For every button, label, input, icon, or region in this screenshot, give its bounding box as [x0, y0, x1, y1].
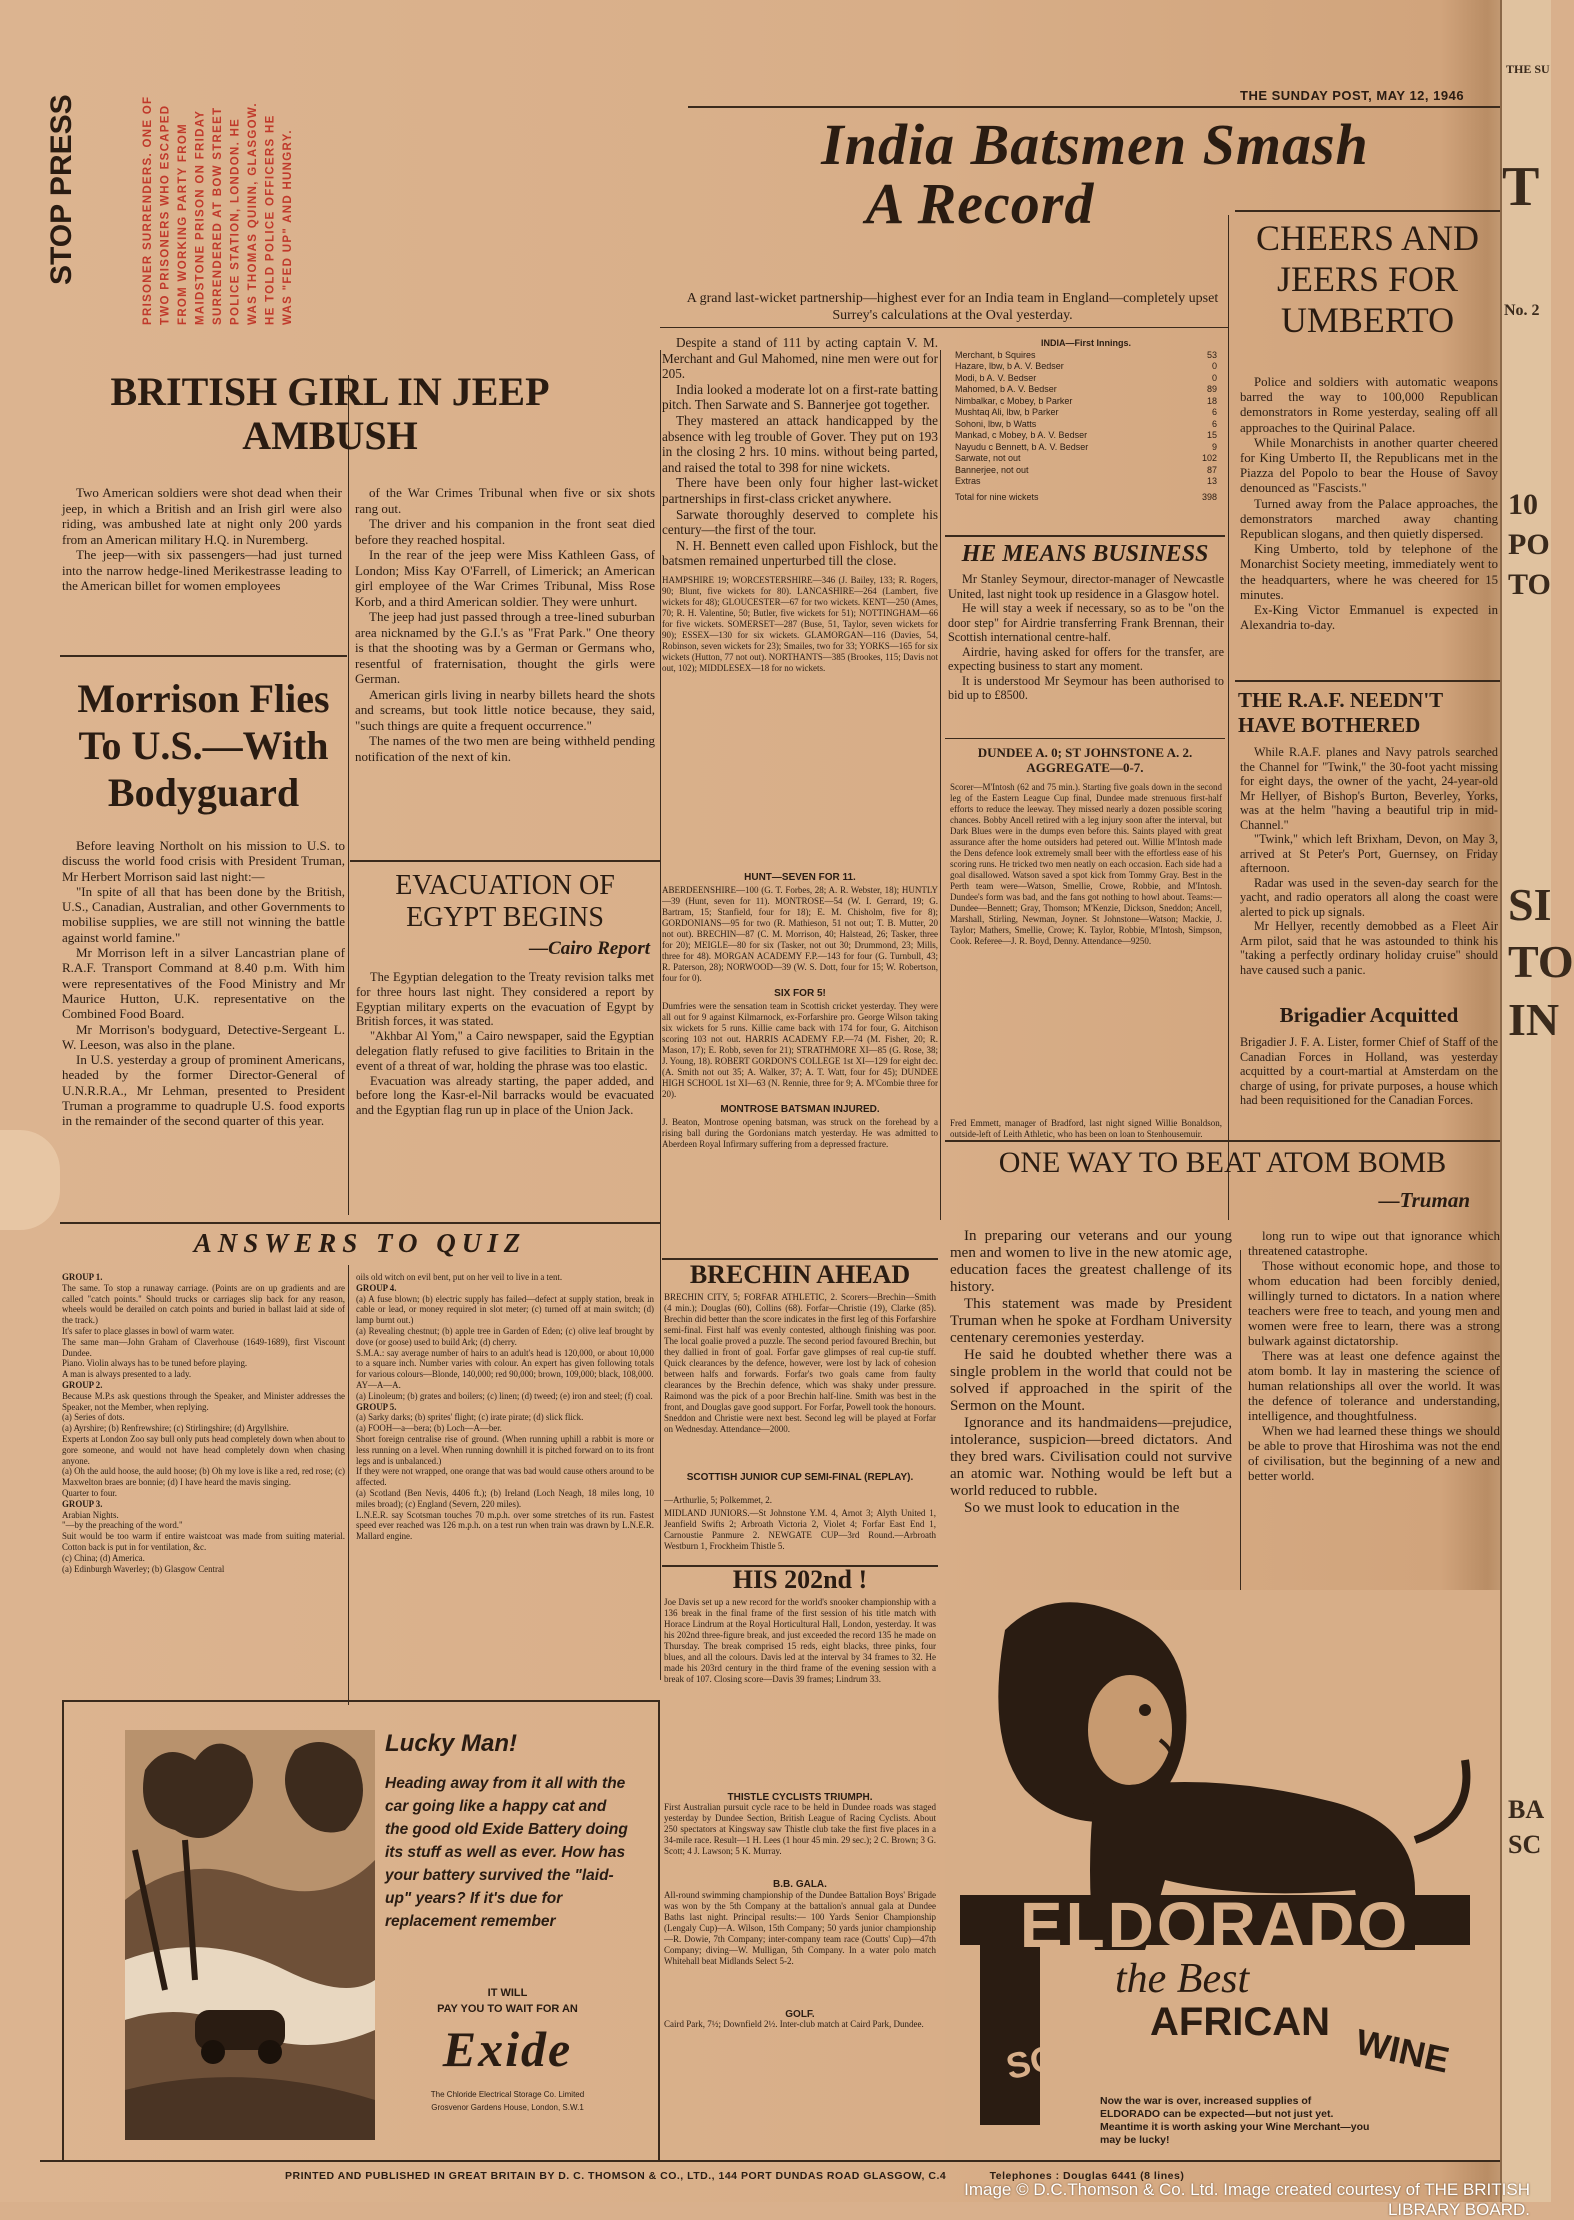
scorecard-row — [955, 465, 1217, 477]
quiz-line: (a) Oh the auld hoose, the auld hoose; (b) Oh my love is like a red, red rose; (c) Maxwelton braes are bonnie; (d) I have heard the mavis singing. — [62, 1466, 345, 1488]
stop-press-label: STOP PRESS — [45, 94, 78, 286]
scorecard-runs: 13 — [1206, 476, 1217, 486]
hunt-body: ABERDEENSHIRE—100 (G. T. Forbes, 28; A. R. Webster, 18); HUNTLY—39 (Hunt, seven for 11). MONTROSE—54 (W. I. Gerrard, 19; G. Bartram, 15; Stanfield, four for 18); E. M. Chisholm, five for 8); GORDONIANS—95 for two (R. Mathieson, 51 not out; T. B. Mutter, 20 not out). BRECHIN—87 (C. M. Morrison, 40; Halstead, 26; Tasker, three for 20); MEIGLE—80 for six (Tasker, not out 30; Drummond, 23; Mills, three for 48). MORGAN ACADEMY F.P.—143 for four (G. Turnbull, 43; R. Paterson, 28); NORWOOD—39 (W. S. Dott, four for 15; W. Robertson, four for 0). — [662, 885, 938, 983]
scorecard-runs: 6 — [1211, 418, 1217, 429]
brigadier-body: Brigadier J. F. A. Lister, former Chief of Staff of the Canadian Forces in Holland, was yesterday acquitted by a court-martial at Amsterdam on the charge of using, for private purposes, a house which had been requisitioned for the Canadian Forces. — [1240, 1035, 1498, 1107]
atom-paragraph: There was at least one defence against the atom bomb. It lay in mastering the science of human relationships all over the world. It was the defence of tolerance and understanding, intelligence, and thoughtfulness. — [1248, 1348, 1500, 1423]
atom-paragraph: Those without economic hope, and those to whom education had been forcibly denied, willingly turned to dictators. In a nation where teachers were free to teach, and young men and women were free to learn, there was a strong bulwark against dictatorship. — [1248, 1258, 1500, 1348]
exide-company: The Chloride Electrical Storage Co. Limited — [430, 2090, 585, 2099]
quiz-line: (a) FOOH—a—bera; (b) Loch—A—ber. — [356, 1423, 502, 1434]
next-page-fragment: PO — [1508, 528, 1550, 561]
eldorado-wine: WINE — [1352, 2020, 1453, 2081]
eldorado-tagline: the Best — [1115, 1956, 1250, 2002]
scorecard-batsman: Extras — [955, 476, 981, 486]
quiz-line: (a) Ayrshire; (b) Renfrewshire; (c) Stirlingshire; (d) Argyllshire. — [62, 1423, 289, 1434]
jeep-headline: BRITISH GIRL IN JEEP AMBUSH — [110, 369, 550, 458]
torn-paper-patch — [0, 1130, 60, 1230]
column-rule — [1240, 1250, 1241, 1630]
quiz-rule — [60, 1222, 660, 1224]
exide-it-will: IT WILL — [487, 1987, 528, 1999]
six-body: Dumfries were the sensation team in Scottish cricket yesterday. They were all out for 9 against Kilmarnock, ex-Forfarshire pro. George Wilson taking six wickets for 5 runs. Killie came back with 174 for four, G. Aitchison scoring 103 not out. HARRIS ACADEMY F.P.—74 (M. Fisher, 20; R. Mason, 17); E. Robb, seven for 21); STRATHMORE XI—85 (G. Rose, 38; J. Young, 18). ROBERT GORDON'S COLLEGE 1st XI—129 for eight dec. (A. Smith not out 35; A. Walker, 37; A. T. Watt, four for 45); DUNDEE HIGH SCHOOL 1st XI—63 (N. Rennie, three for 9; A. M'Combie three for 20). — [662, 1001, 938, 1099]
umberto-paragraph: Ex-King Victor Emmanuel is expected in Alexandria to-day. — [1240, 603, 1498, 633]
raf-headline: THE R.A.F. NEEDN'T HAVE BOTHERED — [1238, 688, 1443, 737]
egypt-paragraph: The Egyptian delegation to the Treaty revision talks met for three hours last night. They considered a report by Egyptian military experts on the evacuation of Egypt by British forces, it was stated. — [356, 970, 654, 1029]
brechin-headline: BRECHIN AHEAD — [662, 1258, 938, 1289]
county-results: HAMPSHIRE 19; WORCESTERSHIRE—346 (J. Bailey, 133; R. Rogers, 90; Blunt, five wickets for 80). LANCASHIRE—264 (Lambert, five wickets for 48); GLOUCESTER—67 for two wickets. KENT—250 (Ames, 70; R. H. Valentine, 50; Butler, five wickets for 51); NOTTINGHAM—66 for five wickets. SOMERSET—287 (Buse, 51, Taylor, seven wickets for 90); ESSEX—130 for six wickets. GLAMORGAN—116 (Davies, 54, Robinson, seven wickets for 23); Smailes, two for 33; YORKS—165 for six wickets (Hutton, 77 not out). NORTHANTS—385 (Brookes, 115; Davis not out, 102); MIDDLESEX—18 for no wickets. — [662, 574, 938, 673]
scorecard-total — [955, 492, 1217, 504]
scorecard-row — [955, 476, 1217, 488]
jeep-paragraph: The jeep—with six passengers—had just turned into the narrow hedge-lined Merikestrasse leading to the American billet for women employees — [62, 547, 342, 593]
exide-pay: PAY YOU TO WAIT FOR AN — [437, 2003, 578, 2015]
scorecard-runs: 0 — [1211, 372, 1217, 383]
atom-paragraph: This statement was made by President Truman when he spoke at Fordham University centenary ceremonies yesterday. — [950, 1296, 1232, 1346]
stop-press-body: ONE OF TWO PRISONERS WHO ESCAPED FROM WORKING PARTY FROM MAIDSTONE PRISON ON FRIDAY SURRENDERED AT BOW STREET POLICE STATION, LONDON. HE WAS THOMAS QUINN, GLASGOW. HE TOLD POLICE OFFICERS HE WAS "FED UP" AND HUNGRY. — [142, 95, 294, 325]
raf-paragraph: Mr Hellyer, recently demobbed as a Fleet Air Arm pilot, said that he was astounded to think his "taking a perfectly ordinary holiday cruise" should have caused such a panic. — [1240, 919, 1498, 977]
scorecard-batsman: Sarwate, not out — [955, 453, 1021, 463]
next-page-fragment: SI — [1508, 879, 1552, 930]
dundee-body: Scorer—M'Intosh (62 and 75 min.). Starting five goals down in the second leg of the Eastern League Cup final, Dundee made strenuous first-half efforts to reduce the leeway. They missed nearly a dozen possible scoring chances. Bobby Ancell retired with a leg injury soon after the interval, but Dark Blues were in the dumps even before this. Saints played with great assurance after the home outsiders had petered out. Willie M'Intosh made the Dens defence look extremely small beer with the effortless ease of his scoring runs. He tricked two men neatly on each occasion. Each side had a goal disallowed. Watson saved a spot kick from Tommy Gray. Best in the Perth team were—Watson, Smellie, Crowe, Robbie, and M'Intosh. Dundee's form was bad, and the fans got nothing to howl about. Teams:—Dundee—Bennett; Gray, Thomson; M'Kenzie, Dickson, Sneddon; Ancell, Marshall, Stirling, Newman, Joyner. St Johnstone—Watson; Mackie, J. Taylor; Mathers, Smellie, Crowe; K. Taylor, Robbie, M'Intosh, Simpson, Cook. Referee—J. R. Boyd, Denny. Attendance—9250. — [950, 782, 1222, 946]
next-page-fragment: TO — [1508, 936, 1574, 987]
jeep-col1 — [62, 485, 342, 594]
hunt-headline: HUNT—SEVEN FOR 11. — [744, 872, 856, 883]
india-rule — [660, 327, 1228, 328]
umberto-paragraph: Turned away from the Palace approaches, the demonstrators marched away chanting Republican slogans, and then quietly dispersed. — [1240, 496, 1498, 542]
image-credit: Image © D.C.Thomson & Co. Ltd. Image created courtesy of THE BRITISH LIBRARY BOARD. — [964, 2180, 1530, 2219]
umberto-headline: CHEERS AND JEERS FOR UMBERTO — [1255, 218, 1480, 340]
quiz-line: The same man—John Graham of Claverhouse (1649-1689), first Viscount Dundee. — [62, 1336, 345, 1358]
business-rule — [945, 738, 1225, 739]
atom-paragraph: When we had learned these things we should be able to prove that Hiroshima was not the end of civilisation, but the beginning of a new and better world. — [1248, 1423, 1500, 1483]
jeep-paragraph: The names of the two men are being withheld pending notification of the next of kin. — [355, 733, 655, 764]
scorecard-runs: 9 — [1211, 441, 1217, 452]
eldorado-brand: ELDORADO — [1019, 1889, 1411, 1961]
scorecard-runs: 89 — [1206, 384, 1217, 394]
morrison-body — [62, 838, 345, 1129]
thistle-headline: THISTLE CYCLISTS TRIUMPH. — [727, 1792, 873, 1803]
scorecard-row — [955, 373, 1217, 385]
footer-rule — [40, 2160, 1500, 2162]
scorecard-rule — [945, 535, 1225, 537]
umberto-paragraph: King Umberto, told by telephone of the Monarchist Society meeting, immediately went to the headquarters, where he was cheered for 15 minutes. — [1240, 542, 1498, 602]
jeep-paragraph: In the rear of the jeep were Miss Kathleen Gass, of London; Miss Kay O'Farrell, of Limerick; an American girl employee of the War Crimes Tribunal, Miss Rose Korb, and a third American soldier. They were unhurt. — [355, 547, 655, 609]
scorecard-total-label: Total for nine wickets — [955, 491, 1039, 502]
quiz-line: Because M.P.s ask questions through the Speaker, and Minister addresses the Speaker, not the Member, when replying. — [62, 1390, 345, 1412]
raf-paragraph: While R.A.F. planes and Navy patrols searched the Channel for "Twink," the 30-foot yacht missing for eight days, the owner of the yacht, 24-year-old Mr Hellyer, of Bishop's Burton, Beverley, Yorks, was at the helm "having a beautiful trip in mid-Channel." — [1240, 745, 1498, 832]
quiz-line: (a) Scotland (Ben Nevis, 4406 ft.); (b) Ireland (Loch Neagh, 18 miles long, 10 miles broad); (c) England (Severn, 220 miles). — [356, 1487, 654, 1509]
atom-rule — [945, 1140, 1500, 1142]
quiz-line: If they were not wrapped, one orange that was bad would cause others around to be affected. — [356, 1466, 654, 1488]
thistle-body: First Australian pursuit cycle race to be held in Dundee roads was staged yesterday by Dundee Section, British League of Racing Cyclists. About 250 spectators at Kingsway saw Thistle club take the first five places in a 34-mile race. Result—1 H. Lees (1 hour 45 min. 29 sec.); 2 C. Brown; 3 G. Scott; 4 J. Lawson; 5 K. Murray. — [664, 1802, 936, 1856]
column-rule — [1228, 215, 1229, 1220]
quiz-line: It's safer to place glasses in bowl of warm water. — [62, 1325, 235, 1336]
morrison-paragraph: Mr Morrison's bodyguard, Detective-Sergeant L. W. Leeson, was also in the plane. — [62, 1021, 345, 1052]
scorecard-runs: 0 — [1211, 361, 1217, 371]
quiz-line: A man is always presented to a lady. — [62, 1369, 192, 1380]
montrose-headline: MONTROSE BATSMAN INJURED. — [720, 1104, 880, 1115]
india-paragraph: Sarwate thoroughly deserved to complete his century—the first of the tour. — [662, 506, 938, 538]
quiz-col2 — [356, 1272, 654, 1542]
egypt-byline: —Cairo Report — [529, 938, 650, 959]
quiz-line: Experts at London Zoo say bull only puts head completely down when about to gore someone, and would not have head completely down when chasing anyone. — [62, 1433, 345, 1466]
scorecard-runs: 53 — [1206, 349, 1217, 360]
golf-headline: GOLF. — [785, 2009, 815, 2020]
business-body — [948, 572, 1224, 703]
dundee-headline: DUNDEE A. 0; ST JOHNSTONE A. 2. AGGREGATE—0-7. — [977, 745, 1193, 775]
scorecard-batsman: Nimbalkar, c Mobey, b Parker — [955, 395, 1073, 406]
morrison-paragraph: Before leaving Northolt on his mission to U.S. to discuss the world food crisis with President Truman, Mr Herbert Morrison said last night:— — [62, 838, 345, 884]
quiz-line: AY—A—A. — [356, 1379, 401, 1390]
business-paragraph: Mr Stanley Seymour, director-manager of Newcastle United, last night took up residence in a Glasgow hotel. — [948, 572, 1224, 601]
egypt-paragraph: Evacuation was already starting, the paper added, and before long the Kasr-el-Nil barracks would be evacuated and the Egyptian flag run up in place of the Union Jack. — [356, 1073, 654, 1118]
raf-rule — [1235, 680, 1500, 682]
brechin-body: BRECHIN CITY, 5; FORFAR ATHLETIC, 2. Scorers—Brechin—Smith (4 min.); Douglas (60), Collins (68). Forfar—Christie (19), Clarke (85). Brechin did better than the score indicates in the first leg of this Forfarshire semi-final. First half was evenly contested, although finishing was poor. The local goalie proved a puzzle. The second period favoured Brechin, but they dallied in front of goal. Forfar gave glimpses of real cup-tie stuff. Quick clearances by the defence, however, were lost by lack of cohesion between halfs and forwards. Forfar's two goals came from faulty clearances by the Brechin defence, which was shaky under pressure. Raimond was the pick of a poor Brechin half-line. Smith was best in the front, and Douglas gave good support. For Forfar, Powell took the honours. Sneddon and Christie were next best. Second leg will be played at Forfar on Wednesday. Attendance—2000. — [664, 1292, 936, 1434]
quiz-line: L.N.E.R. say Scotsman touches 70 m.p.h. over some stretches of its run. Fastest speed ever reached was 126 m.p.h. on a test run when train was drawn by L.N.E.R. Mallard engine. — [356, 1509, 654, 1542]
emmett-note: Fred Emmett, manager of Bradford, last night signed Willie Bonaldson, outside-left of Leith Athletic, who has been on loan to Stenhousemuir. — [950, 1118, 1222, 1139]
raf-paragraph: Radar was used in the seven-day search for the yacht, and radio operators all along the coast were alerted to pick up signals. — [1240, 875, 1498, 919]
quiz-line: Piano. Violin always has to be tuned before playing. — [62, 1358, 248, 1369]
scorecard-rows — [955, 350, 1217, 488]
quiz-col1 — [62, 1272, 345, 1574]
masthead-date: THE SUNDAY POST, MAY 12, 1946 — [1240, 88, 1465, 103]
india-headline-line-2: A Record — [865, 171, 1095, 237]
atom-paragraph: So we must look to education in the — [964, 1500, 1180, 1516]
quiz-line: (a) Series of dots. — [62, 1412, 125, 1423]
eldorado-advert — [945, 1590, 1500, 2160]
exide-title: Lucky Man! — [385, 1730, 518, 1757]
india-paragraph: There have been only four higher last-wicket partnerships in first-class cricket anywhere. — [662, 475, 938, 506]
column-rule — [660, 350, 661, 1680]
jeep-paragraph: Two American soldiers were shot dead when their jeep, in which a British and an Irish girl were also riding, was ambushed late at night only 200 yards from an American military H.Q. in Nuremberg. — [62, 485, 342, 547]
golf-body: Caird Park, 7½; Downfield 2½. Inter-club match at Caird Park, Dundee. — [664, 2019, 924, 2029]
scorecard-title: INDIA—First Innings. — [1041, 338, 1131, 348]
quiz-line: Quarter to four. — [62, 1487, 117, 1498]
atom-col1 — [950, 1228, 1232, 1517]
jeep-paragraph: American girls living in nearby billets heard the shots and screams, but took little notice because, they said, "such things are quite a frequent occurrence." — [355, 686, 655, 733]
india-paragraph: They mastered an attack handicapped by the absence with leg trouble of Gover. They put on 193 in the closing 2 hrs. 10 mins. without being parted, and raised the total to 398 for nine wickets. — [662, 412, 938, 475]
quiz-line: (a) Edinburgh Waverley; (b) Glasgow Central — [62, 1563, 225, 1574]
scorecard-batsman: Sohoni, lbw, b Watts — [955, 418, 1037, 429]
scorecard-batsman: Bannerjee, not out — [955, 464, 1029, 475]
next-page-edge — [1500, 0, 1574, 2202]
quiz-line: oils old witch on evil bent, put on her veil to live in a tent. — [356, 1272, 563, 1282]
his202-body: Joe Davis set up a new record for the world's snooker championship with a 136 break in the final frame of the first session of his title match with Horace Lindrum at the Royal Horticultural Hall, London, yesterday. It was his 202nd three-figure break, and just exceeded the record 135 he made on Thursday. The break comprised 15 reds, eight blacks, three pinks, four blues, and all the colours. Davis led at the interval by 34 frames to 32. He made his 203rd century in the third frame of the evening session with a break of 107. Closing score—Davis 39 frames; Lindrum 33. — [664, 1597, 936, 1684]
scorecard-total-runs: 398 — [1201, 491, 1217, 502]
exide-scene-svg — [125, 1730, 375, 2140]
scorecard-runs: 18 — [1206, 395, 1217, 406]
egypt-headline: EVACUATION OF EGYPT BEGINS — [395, 870, 615, 933]
morrison-paragraph: In U.S. yesterday a group of prominent Americans, headed by the former Director-General of U.N.R.R.A., Mr Lehman, presented to President Truman a programme to quadruple U.S. food exports in the remainder of the second quarter of this year. — [62, 1052, 345, 1129]
stop-press-title: PRISONER SURRENDERS. — [142, 152, 154, 325]
exide-illustration — [125, 1730, 375, 2140]
atom-col2 — [1248, 1228, 1500, 1483]
junior-body: —Arthurlie, 5; Polkemmet, 2. — [664, 1495, 772, 1505]
sports-column — [662, 868, 938, 1150]
egypt-paragraph: "Akhbar Al Yom," a Cairo newspaper, said the Egyptian delegation flatly refused to give facilities to Britain in the event of a threat of war, holding the phrase was too elastic. — [356, 1029, 654, 1073]
scorecard-row — [955, 350, 1217, 362]
scorecard-runs: 102 — [1201, 453, 1217, 463]
business-paragraph: He will stay a week if necessary, so as to be "on the door step" for Airdrie transferring Frank Brennan, their Scottish international centre-half. — [948, 601, 1224, 644]
column-rule — [348, 375, 349, 1215]
scorecard-batsman: Merchant, b Squires — [955, 349, 1036, 360]
quiz-line: GROUP 1. — [62, 1272, 103, 1282]
india-paragraph: Despite a stand of 111 by acting captain V. M. Merchant and Gul Mahomed, nine men were out for 205. — [662, 335, 938, 382]
india-paragraph: India looked a moderate lot on a first-rate batting pitch. Then Sarwate and S. Bannerjee got together. — [662, 381, 938, 413]
quiz-line: GROUP 2. — [62, 1379, 103, 1390]
scorecard-row — [955, 361, 1217, 373]
umberto-paragraph: Police and soldiers with automatic weapons barred the way to 100,000 Republican demonstrators in Rome yesterday, sealing off all approaches to the Quirinal Palace. — [1240, 375, 1498, 435]
quiz-line: Arabian Nights. — [62, 1509, 119, 1520]
quiz-headline: ANSWERS TO QUIZ — [193, 1228, 527, 1258]
atom-paragraph: long run to wipe out that ignorance which threatened catastrophe. — [1248, 1228, 1500, 1258]
scorecard-row — [955, 419, 1217, 431]
next-page-fragment: BA — [1508, 1795, 1545, 1824]
jeep-paragraph: The jeep had just passed through a tree-lined suburban area nicknamed by the G.I.'s as "Frat Park." One theory is that the shooting was by a German or Germans who, resentful of fraternisation, thought the girls were German. — [355, 609, 655, 686]
quiz-line: (a) Revealing chestnut; (b) apple tree in Garden of Eden; (c) olive leaf brought by dove (or goose) used to build Ark; (d) cherry. — [356, 1325, 654, 1347]
business-paragraph: It is understood Mr Seymour has been authorised to bid up to £8500. — [948, 673, 1224, 702]
umberto-paragraph: While Monarchists in another quarter cheered for King Umberto II, the Republicans met in the Piazza del Popolo to bear the House of Savoy denounced as "Fascists." — [1240, 435, 1498, 496]
six-headline: SIX FOR 5! — [774, 988, 826, 999]
scorecard-runs: 6 — [1211, 407, 1217, 417]
umberto-body — [1240, 375, 1498, 633]
egypt-body — [356, 970, 654, 1118]
quiz-line: GROUP 5. — [356, 1401, 397, 1412]
junior-headline: SCOTTISH JUNIOR CUP SEMI-FINAL (REPLAY). — [686, 1472, 914, 1483]
quiz-line: S.M.A.: say average number of hairs to an adult's head is 120,000, or about 10,000 to a square inch. Number varies with colour. An expert has given following totals for various colours—Blonde, 140,000; red 90,000; brown, 109,000; black, 108,000. — [356, 1347, 654, 1380]
quiz-line: Short foreign centralise rise of ground. (When running uphill a rabbit is more or less running on a level. When running downhill it is pitched forward on to its front legs and is unbalanced.) — [356, 1433, 654, 1466]
india-headline-line-1: India Batsmen Smash — [821, 112, 1369, 177]
raf-body — [1240, 745, 1498, 977]
exide-copy: Heading away from it all with the car going like a happy cat and the good old Exide Battery doing its stuff as well as ever. How has your battery survived the "laid-up" years? If it's due for replacement remember — [385, 1775, 628, 1930]
egypt-rule — [350, 860, 660, 862]
morrison-paragraph: "In spite of all that has been done by the British, U.S., Canadian, Australian, and other Governments to mobilise supplies, we are still not winning the battle against world famine." — [62, 883, 345, 945]
india-paragraph: N. H. Bennett even called upon Fishlock, but the batsmen remained unperturbed till the close. — [662, 537, 938, 569]
india-body — [662, 335, 938, 674]
masthead-rule — [688, 106, 1500, 108]
footer-printer: PRINTED AND PUBLISHED IN GREAT BRITAIN BY D. C. THOMSON & CO., LTD., 144 PORT DUNDAS ROAD GLASGOW, C.4 — [285, 2170, 947, 2182]
exide-logo: Exide — [442, 2021, 573, 2077]
scorecard-row — [955, 384, 1217, 396]
scorecard-row — [955, 396, 1217, 408]
eldorado-copy: Now the war is over, increased supplies of ELDORADO can be expected—but not just yet. Meantime it is worth asking your Wine Merchant—you may be lucky! — [1100, 2095, 1370, 2146]
scorecard-row — [955, 442, 1217, 454]
scorecard-batsman: Mushtaq Ali, lbw, b Parker — [955, 407, 1059, 417]
column-rule — [940, 350, 941, 1220]
india-standfirst: A grand last-wicket partnership—highest ever for an India team in England—completely upset Surrey's calculations at the Oval yesterday. — [686, 291, 1219, 323]
quiz-line: "—by the preaching of the word." — [62, 1520, 183, 1531]
next-page-fragment: 10 — [1508, 488, 1538, 521]
column-rule — [348, 1265, 349, 1705]
quiz-line: GROUP 4. — [356, 1282, 397, 1293]
india-scorecard — [955, 338, 1217, 503]
atom-paragraph: Ignorance and its handmaidens—prejudice, intolerance, suspicion—breed dictators. And they bred wars. Civilisation could not survive an atomic war. Nothing would be left but a world reduced to rubble. — [950, 1415, 1232, 1499]
next-page-fragment: IN — [1508, 994, 1560, 1045]
scorecard-row — [955, 407, 1217, 419]
exide-address: Grosvenor Gardens House, London, S.W.1 — [431, 2103, 584, 2112]
jeep-paragraph: The driver and his companion in the front seat died before they reached hospital. — [355, 516, 655, 547]
quiz-line: GROUP 3. — [62, 1498, 103, 1509]
quiz-line: (a) A fuse blown; (b) electric supply has failed—defect at supply station, break in cable or lead, or money required in slot meter; (c) turned off at main switch; (d) lamp burnt out.) — [356, 1293, 654, 1326]
scorecard-runs: 15 — [1206, 430, 1217, 440]
scorecard-batsman: Hazare, lbw, b A. V. Bedser — [955, 361, 1064, 371]
morrison-headline: Morrison Flies To U.S.—With Bodyguard — [77, 676, 330, 815]
his202-headline: HIS 202nd ! — [662, 1565, 938, 1594]
next-page-fragment: T — [1502, 156, 1540, 218]
jeep-col2 — [355, 485, 655, 764]
scorecard-row — [955, 430, 1217, 442]
scorecard-batsman: Mahomed, b A. V. Bedser — [955, 384, 1057, 394]
india-headline — [695, 112, 1495, 237]
stop-press-box — [45, 90, 365, 325]
raf-paragraph: "Twink," which left Brixham, Devon, on May 3, arrived at St Peter's Port, Guernsey, on Friday afternoon. — [1240, 832, 1498, 875]
quiz-line: The same. To stop a runaway carriage. (Points are on up gradients and are called "catch points." Should trucks or carriages slip back for any reason, wheels would be derailed on catch points and buried in ballast laid at side of the track.) — [62, 1282, 345, 1326]
brigadier-headline: Brigadier Acquitted — [1279, 1003, 1459, 1027]
scorecard-runs: 87 — [1206, 464, 1217, 475]
midland-body: MIDLAND JUNIORS.—St Johnstone Y.M. 4, Arnot 3; Alyth United 1, Jeanfield Swifts 2; Arbroath Victoria 2, Violet 4; Forfar East End 1, Carnoustie Panmure 2. NEWGATE CUP—3rd Round.—Arbroath Westburn 1, Frockheim Thistle 5. — [664, 1508, 936, 1551]
atom-headline: ONE WAY TO BEAT ATOM BOMB — [998, 1146, 1447, 1179]
next-page-fragment: THE SU — [1506, 62, 1550, 76]
montrose-body: J. Beaton, Montrose opening batsman, was struck on the forehead by a rising ball during the Gordonians match yesterday. He was admitted to Aberdeen Royal Infirmary suffering from a depressed fracture. — [662, 1117, 938, 1149]
eldorado-south: SOUTH — [1002, 2020, 1135, 2088]
scorecard-batsman: Mankad, c Mobey, b A. V. Bedser — [955, 430, 1088, 440]
atom-paragraph: He said he doubted whether there was a single problem in the world that could not be solved if approached in the spirit of the Sermon on the Mount. — [950, 1347, 1232, 1414]
quiz-line: (a) Linoleum; (b) grates and boilers; (c) linen; (d) tweed; (e) iron and steel; (f) coal. — [356, 1390, 653, 1401]
next-page-fragment: TO — [1508, 568, 1551, 601]
scorecard-row — [955, 453, 1217, 465]
bb-body: All-round swimming championship of the Dundee Battalion Boys' Brigade was won by the 5th Company at the battalion's annual gala at Dundee Baths last night. Principal results:— 100 Yards Senior Championship (Lengaly Cup)—A. Wilson, 15th Company; 50 yards junior championship—R. Dowie, 7th Company; inter-company team race (Coutts' Cup)—47th Company; diving—W. Mulligan, 5th Company. In a water polo match Whitehall beat Midlands Select 5-2. — [664, 1890, 936, 1966]
bb-headline: B.B. GALA. — [773, 1879, 827, 1890]
scorecard-batsman: Modi, b A. V. Bedser — [955, 372, 1037, 383]
quiz-line: (c) China; (d) America. — [62, 1552, 145, 1563]
scorecard-batsman: Nayudu c Bennett, b A. V. Bedser — [955, 441, 1089, 452]
atom-paragraph: In preparing our veterans and our young men and women to live in the new atomic age, education faces the greatest challenge of its history. — [950, 1228, 1232, 1295]
umberto-box — [1235, 210, 1500, 212]
eldorado-african: AFRICAN — [1150, 2000, 1330, 2044]
quiz-line: Suit would be too warm if entire waistcoat was made from suiting material. Cotton back is put in for ventilation, &c. — [62, 1531, 345, 1552]
quiz-line: (a) Sarky darks; (b) sprites' flight; (c) irate pirate; (d) slick flick. — [356, 1412, 584, 1423]
business-paragraph: Airdrie, having asked for offers for the transfer, are expecting business to start any moment. — [948, 644, 1224, 673]
business-headline: HE MEANS BUSINESS — [961, 541, 1209, 567]
footer-telephone: Telephones : Douglas 6441 (8 lines) — [989, 2170, 1185, 2182]
next-page-fragment: SC — [1508, 1830, 1542, 1859]
stop-press-text — [140, 90, 370, 325]
atom-byline: —Truman — [1378, 1188, 1470, 1212]
jeep-paragraph: of the War Crimes Tribunal when five or six shots rang out. — [355, 485, 655, 516]
jeep-rule — [60, 655, 347, 657]
morrison-paragraph: Mr Morrison left in a silver Lancastrian plane of R.A.F. Transport Command at 8.40 p.m. With him were representatives of the Food Ministry and Mr Maurice Hutton, U.K. representative on the Combined Food Board. — [62, 945, 345, 1022]
next-page-fragment: No. 2 — [1504, 302, 1540, 319]
